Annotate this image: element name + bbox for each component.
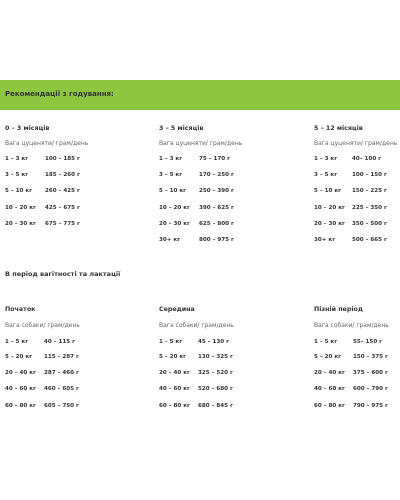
amount-cell: 790 – 975 г <box>353 403 388 409</box>
table-row <box>314 353 398 362</box>
table-row <box>5 220 155 229</box>
banner-title: Рекомендації з годування: <box>5 90 114 98</box>
amount-cell: 75 – 170 г <box>199 156 231 162</box>
weight-cell: 3 – 5 кг <box>314 172 338 178</box>
amount-cell: 260 – 425 г <box>45 188 80 194</box>
weight-cell: 10 – 20 кг <box>314 205 345 211</box>
puppy-col-5-12-subtitle: Вага цуценяти/ грам/день <box>314 140 398 147</box>
table-row <box>314 220 398 229</box>
table-row <box>314 236 398 245</box>
weight-cell: 40 – 60 кг <box>159 386 190 392</box>
table-row <box>5 204 155 213</box>
amount-cell: 675 – 775 г <box>45 221 80 227</box>
amount-cell: 170 – 250 г <box>199 172 234 178</box>
weight-cell: 30+ кг <box>159 237 181 243</box>
amount-cell: 605 – 750 г <box>44 403 79 409</box>
weight-cell: 20 – 40 кг <box>5 370 36 376</box>
amount-cell: 40– 100 г <box>352 156 382 162</box>
table-row <box>5 369 155 378</box>
table-row <box>159 385 309 394</box>
table-row <box>5 187 155 196</box>
amount-cell: 520 – 680 г <box>198 386 233 392</box>
table-row <box>314 171 398 180</box>
table-row <box>314 385 398 394</box>
table-row <box>314 187 398 196</box>
table-row <box>159 187 309 196</box>
amount-cell: 425 – 675 г <box>45 205 80 211</box>
amount-cell: 350 – 500 г <box>352 221 387 227</box>
table-row <box>5 338 155 347</box>
table-row <box>5 155 155 164</box>
amount-cell: 225 – 350 г <box>352 205 387 211</box>
amount-cell: 185 – 260 г <box>45 172 80 178</box>
puppy-col-0-3-title: 0 – 3 місяців <box>5 125 50 132</box>
table-row <box>314 402 398 411</box>
amount-cell: 625 – 800 г <box>199 221 234 227</box>
weight-cell: 20 – 30 кг <box>159 221 190 227</box>
pregnancy-col-late-subtitle: Вага собаки/ грам/день <box>314 322 389 329</box>
weight-cell: 20 – 30 кг <box>5 221 36 227</box>
pregnancy-col-middle-title: Середина <box>159 306 195 313</box>
pregnancy-col-early-title: Початок <box>5 306 36 313</box>
table-row <box>5 385 155 394</box>
weight-cell: 3 – 5 кг <box>159 172 183 178</box>
weight-cell: 20 – 40 кг <box>159 370 190 376</box>
table-row <box>159 353 309 362</box>
pregnancy-col-early-subtitle: Вага собаки/ грам/день <box>5 322 80 329</box>
pregnancy-col-middle-subtitle: Вага собаки/ грам/день <box>159 322 234 329</box>
weight-cell: 5 – 20 кг <box>5 354 33 360</box>
weight-cell: 5 – 10 кг <box>159 188 187 194</box>
puppy-col-3-5-title: 3 – 5 місяців <box>159 125 204 132</box>
amount-cell: 390 – 625 г <box>199 205 234 211</box>
amount-cell: 150 – 375 г <box>353 354 388 360</box>
weight-cell: 40 – 60 кг <box>5 386 36 392</box>
table-row <box>159 338 309 347</box>
amount-cell: 100 – 185 г <box>45 156 80 162</box>
weight-cell: 1 – 3 кг <box>159 156 183 162</box>
amount-cell: 325 – 520 г <box>198 370 233 376</box>
table-row <box>159 171 309 180</box>
table-row <box>314 369 398 378</box>
weight-cell: 5 – 20 кг <box>314 354 342 360</box>
weight-cell: 5 – 10 кг <box>314 188 342 194</box>
table-row <box>314 155 398 164</box>
weight-cell: 1 – 5 кг <box>5 339 29 345</box>
weight-cell: 60 – 80 кг <box>159 403 190 409</box>
pregnancy-section-title: В період вагітності та лактації <box>5 270 121 278</box>
amount-cell: 250 – 390 г <box>199 188 234 194</box>
weight-cell: 5 – 20 кг <box>159 354 187 360</box>
amount-cell: 150 – 225 г <box>352 188 387 194</box>
weight-cell: 10 – 20 кг <box>159 205 190 211</box>
table-row <box>5 353 155 362</box>
amount-cell: 800 – 975 г <box>199 237 234 243</box>
feeding-recommendations-banner <box>0 80 400 110</box>
table-row <box>159 204 309 213</box>
weight-cell: 30+ кг <box>314 237 336 243</box>
table-row <box>159 220 309 229</box>
table-row <box>159 369 309 378</box>
table-row <box>314 338 398 347</box>
amount-cell: 130 – 325 г <box>198 354 233 360</box>
pregnancy-col-late-title: Пізній період <box>314 306 363 313</box>
table-row <box>314 204 398 213</box>
amount-cell: 460 – 605 г <box>44 386 79 392</box>
weight-cell: 10 – 20 кг <box>5 205 36 211</box>
amount-cell: 287 – 460 г <box>44 370 79 376</box>
amount-cell: 115 – 287 г <box>44 354 79 360</box>
weight-cell: 1 – 3 кг <box>5 156 29 162</box>
table-row <box>5 171 155 180</box>
weight-cell: 1 – 3 кг <box>314 156 338 162</box>
weight-cell: 20 – 30 кг <box>314 221 345 227</box>
weight-cell: 20 – 40 кг <box>314 370 345 376</box>
table-row <box>159 402 309 411</box>
amount-cell: 600 – 790 г <box>353 386 388 392</box>
weight-cell: 60 – 80 кг <box>5 403 36 409</box>
amount-cell: 45 – 130 г <box>198 339 230 345</box>
table-row <box>159 155 309 164</box>
weight-cell: 40 – 60 кг <box>314 386 345 392</box>
weight-cell: 3 – 5 кг <box>5 172 29 178</box>
weight-cell: 1 – 5 кг <box>159 339 183 345</box>
weight-cell: 60 – 80 кг <box>314 403 345 409</box>
table-row <box>159 236 309 245</box>
table-row <box>5 402 155 411</box>
puppy-col-3-5-subtitle: Вага цуценяти/ грам/день <box>159 140 243 147</box>
amount-cell: 680 – 845 г <box>198 403 233 409</box>
amount-cell: 40 – 115 г <box>44 339 76 345</box>
amount-cell: 100 – 150 г <box>352 172 387 178</box>
puppy-col-0-3-subtitle: Вага цуценяти/ грам/день <box>5 140 89 147</box>
amount-cell: 55– 150 г <box>353 339 383 345</box>
puppy-col-5-12-title: 5 – 12 місяців <box>314 125 363 132</box>
weight-cell: 1 – 5 кг <box>314 339 338 345</box>
weight-cell: 5 – 10 кг <box>5 188 33 194</box>
amount-cell: 375 – 600 г <box>353 370 388 376</box>
amount-cell: 500 – 665 г <box>352 237 387 243</box>
